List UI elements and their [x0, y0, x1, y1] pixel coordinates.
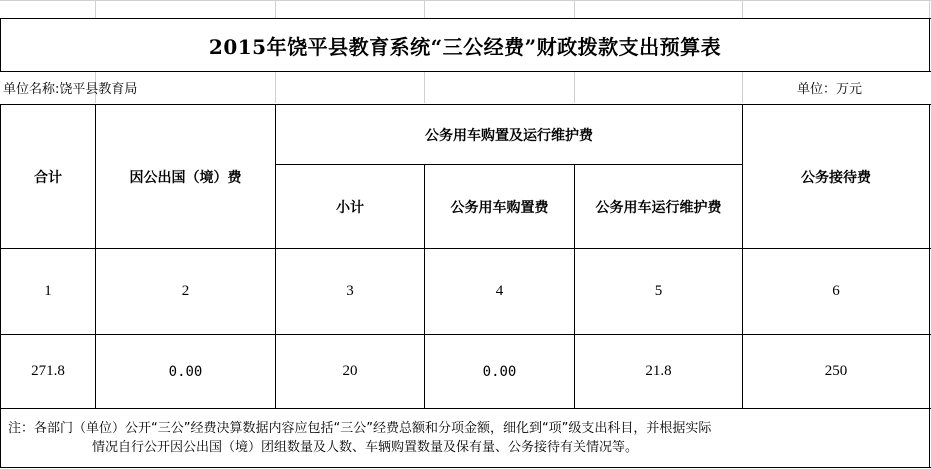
grid-line: [929, 0, 930, 18]
grid-line: [574, 71, 575, 103]
grid-line: [275, 71, 276, 103]
value-vehicle-subtotal: 20: [342, 363, 358, 379]
header-reception: 公务接待费: [801, 169, 871, 186]
value-reception: 250: [824, 363, 848, 379]
page-title: 2015年饶平县教育系统“三公经费”财政拨款支出预算表: [208, 34, 722, 59]
grid-line: [424, 71, 425, 103]
index-cell: 1: [44, 283, 52, 299]
value-abroad: 0.00: [168, 363, 203, 380]
header-abroad: 因公出国（境）费: [129, 169, 242, 186]
header-total: 合计: [34, 169, 62, 186]
grid-line: [574, 0, 575, 18]
value-vehicle-operation: 21.8: [645, 363, 672, 379]
border-line: [929, 104, 930, 468]
grid-line: [742, 0, 743, 18]
border-line: [0, 467, 931, 468]
value-total: 271.8: [31, 363, 65, 379]
grid-line: [275, 0, 276, 18]
index-cell: 4: [495, 283, 504, 299]
index-cell: 3: [346, 283, 354, 299]
grid-line: [742, 71, 743, 103]
unit-name-label: 单位名称:饶平县教育局: [3, 82, 138, 97]
header-vehicle-purchase: 公务用车购置费: [450, 199, 549, 216]
note-line-1: 注：各部门（单位）公开“三公”经费决算数据内容应包括“三公”经费总额和分项金额，细化到“项”级支出科目，并根据实际: [8, 421, 712, 436]
grid-line: [424, 0, 425, 18]
header-vehicle-subtotal: 小计: [336, 199, 364, 216]
index-cell: 6: [832, 283, 840, 299]
value-vehicle-purchase: 0.00: [482, 363, 517, 380]
header-vehicle-group: 公务用车购置及运行维护费: [425, 127, 593, 144]
index-cell: 5: [654, 283, 663, 299]
border-line: [0, 71, 931, 72]
grid-line: [0, 0, 931, 1]
index-cell: 2: [181, 283, 190, 299]
unit-measure-label: 单位：万元: [797, 82, 863, 97]
header-vehicle-operation: 公务用车运行维护费: [595, 199, 722, 216]
grid-line: [95, 0, 96, 18]
border-line: [0, 408, 931, 409]
note-line-2: 情况自行公开因公出国（境）团组数量及人数、车辆购置数量及保有量、公务接待有关情况等。: [92, 440, 639, 455]
